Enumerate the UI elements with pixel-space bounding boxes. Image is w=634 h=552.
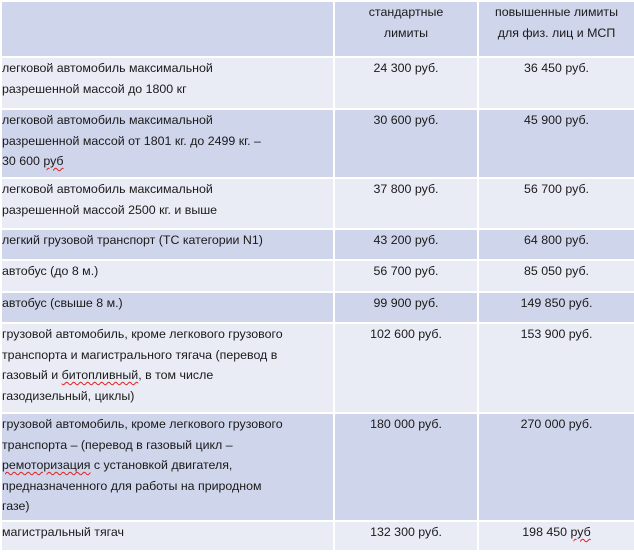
description-line [2, 365, 333, 386]
standard-limit-value: 132 300 руб. [334, 521, 478, 551]
increased-limit-value: 56 700 руб. [478, 178, 634, 229]
table-row [1, 292, 634, 323]
header-standard-line2: лимиты [383, 25, 429, 40]
description-line: легковой автомобиль максимальной [2, 61, 213, 75]
description-line: разрешенной массой от 1801 кг. до 2499 кг. – [2, 133, 261, 148]
description-fragment: газовый и [2, 368, 62, 382]
increased-limit-value: 64 800 руб. [478, 229, 634, 260]
description-line: разрешенной массой до 1800 кг [2, 81, 187, 96]
description-line: легкий грузовой транспорт (ТС категории N1) [2, 233, 263, 247]
description-line: автобус (до 8 м.) [2, 264, 99, 278]
description-line: грузовой автомобиль, кроме легкового грузового [2, 417, 283, 431]
spellcheck-flagged-word: руб [43, 154, 64, 168]
table-row [1, 178, 634, 229]
standard-limit-value: 30 600 руб. [334, 109, 478, 178]
table-row [1, 323, 634, 413]
description-line: газодизельный, циклы) [2, 388, 135, 403]
increased-limit-value: 149 850 руб. [478, 292, 634, 323]
standard-limit-value: 56 700 руб. [334, 260, 478, 292]
increased-limit-value [478, 521, 634, 551]
table-row [1, 413, 634, 521]
standard-limit-value: 99 900 руб. [334, 292, 478, 323]
table-row [1, 521, 634, 551]
vehicle-description [1, 413, 334, 521]
description-line: легковой автомобиль максимальной [2, 182, 213, 196]
table-row [1, 229, 634, 260]
spellcheck-flagged-word: битопливный [61, 368, 139, 382]
description-line: газе) [2, 499, 30, 513]
vehicle-description [1, 260, 334, 292]
description-line [2, 151, 333, 172]
description-line: транспорта – (перевод в газовый цикл – [2, 437, 233, 452]
increased-limit-value: 45 900 руб. [478, 109, 634, 178]
header-row [1, 1, 634, 57]
increased-limit-value: 270 000 руб. [478, 413, 634, 521]
standard-limit-value: 24 300 руб. [334, 57, 478, 109]
description-fragment: , в том числе [138, 368, 214, 382]
spellcheck-flagged-word: ремоторизация [2, 458, 91, 472]
header-vehicle-type [1, 1, 334, 57]
header-increased-line2: для физ. лиц и МСП [497, 25, 616, 40]
increased-limit-value: 153 900 руб. [478, 323, 634, 413]
value-fragment: 198 450 [522, 525, 571, 539]
header-standard-line1: стандартные [368, 5, 444, 19]
vehicle-description [1, 521, 334, 551]
table-row [1, 57, 634, 109]
increased-limit-value: 36 450 руб. [478, 57, 634, 109]
standard-limit-value: 37 800 руб. [334, 178, 478, 229]
vehicle-description [1, 323, 334, 413]
description-line: разрешенной массой 2500 кг. и выше [2, 202, 218, 217]
description-line: автобус (свыше 8 м.) [2, 296, 123, 310]
table-row [1, 109, 634, 178]
standard-limit-value: 102 600 руб. [334, 323, 478, 413]
standard-limit-value: 43 200 руб. [334, 229, 478, 260]
vehicle-description [1, 109, 334, 178]
header-increased-line1: повышенные лимиты [494, 5, 619, 19]
description-fragment: 30 600 [2, 154, 44, 168]
increased-limit-value: 85 050 руб. [478, 260, 634, 292]
header-increased-limits [478, 1, 634, 57]
description-fragment: с установкой двигателя, [90, 458, 233, 472]
vehicle-description [1, 57, 334, 109]
description-line: предназначенного для работы на природном [2, 478, 262, 493]
header-standard-limits [334, 1, 478, 57]
table-row [1, 260, 634, 292]
description-line: легковой автомобиль максимальной [2, 113, 213, 127]
description-line: магистральный тягач [2, 525, 125, 539]
vehicle-description [1, 229, 334, 260]
description-line: транспорта и магистрального тягача (перевод в [2, 347, 278, 362]
description-line [2, 455, 333, 476]
description-line: грузовой автомобиль, кроме легкового грузового [2, 327, 283, 341]
vehicle-description [1, 292, 334, 323]
spellcheck-flagged-word: руб [570, 525, 591, 539]
standard-limit-value: 180 000 руб. [334, 413, 478, 521]
vehicle-description [1, 178, 334, 229]
